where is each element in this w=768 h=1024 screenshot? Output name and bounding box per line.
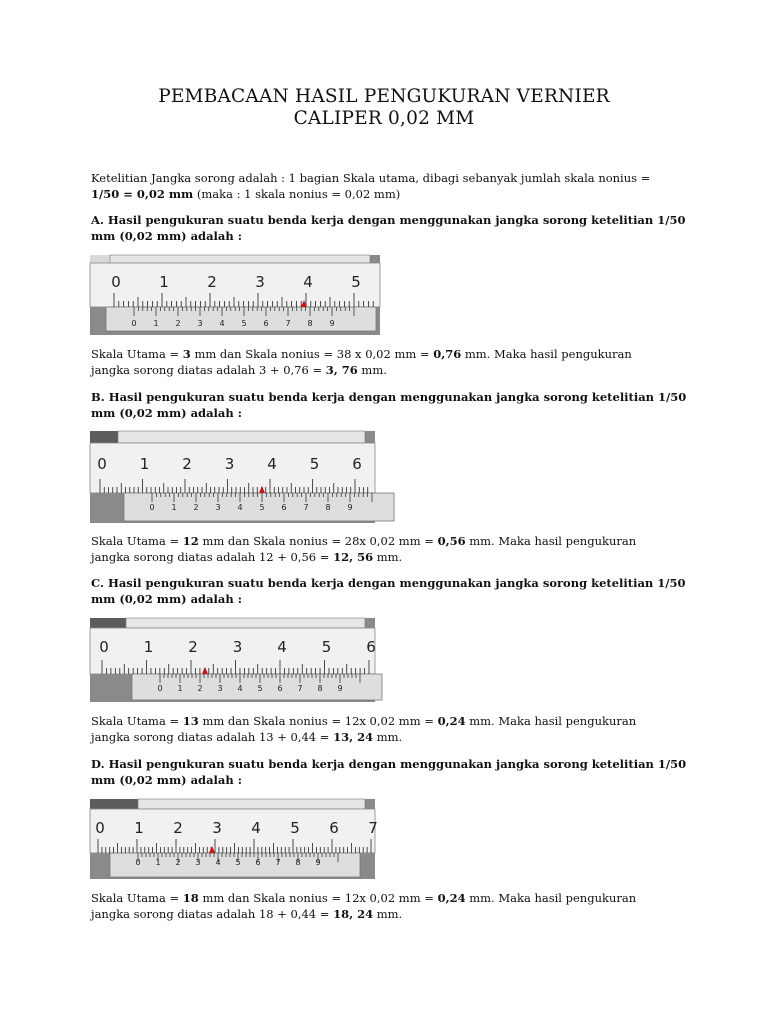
vernier-scale-label: 8 [295,858,301,867]
main-scale-label: 4 [277,638,287,656]
page-title [0,86,768,130]
main-scale-label: 1 [139,455,150,473]
result-c-total: 13, 24 [333,729,374,744]
vernier-scale-label: 0 [149,503,155,512]
vernier-caliper-b [90,431,375,523]
result-b-line2-prefix: jangka sorong diatas adalah 12 + 0,56 = [91,549,334,564]
main-scale-label: 1 [134,819,144,837]
caliper-image-c [90,618,375,702]
main-scale-label: 6 [366,638,376,656]
result-a [91,347,691,378]
main-scale-label: 4 [267,455,277,473]
vernier-scale-label: 9 [315,858,321,867]
main-scale-label: 3 [255,273,265,291]
result-b-main: 12 [182,534,199,548]
question-c: C. Hasil pengukuran suatu benda kerja dengan menggunakan jangka sorong ketelitian 1/50 mm (0,02 mm) adalah : [91,576,686,606]
vernier-scale-label: 2 [197,684,203,693]
result-d [91,891,691,922]
vernier-scale-label: 6 [255,858,261,867]
main-scale-label: 3 [212,819,222,837]
intro-paragraph [91,171,691,202]
result-c [91,714,691,745]
question-d: D. Hasil pengukuran suatu benda kerja dengan menggunakan jangka sorong ketelitian 1/50 mm (0,02 mm) adalah : [91,757,687,787]
result-d-line2-prefix: jangka sorong diatas adalah 18 + 0,44 = [91,906,334,921]
main-scale-label: 0 [95,819,105,837]
vernier-scale-label: 9 [337,684,343,693]
intro-formula: 1/50 = 0,02 mm [91,186,194,201]
vernier-scale-label: 8 [325,503,331,512]
title-line-2: CALIPER 0,02 MM [293,108,475,129]
vernier-scale-label: 5 [235,858,241,867]
result-d-prefix: Skala Utama = [91,891,183,905]
main-scale-label: 5 [309,455,320,473]
vernier-scale-label: 5 [241,319,247,328]
vernier-scale-label: 1 [177,684,183,693]
result-b-line2-suffix: mm. [373,549,403,564]
caliper-top-edge [118,431,365,443]
main-scale-label: 2 [188,638,198,656]
result-d-vernier: 0,24 [437,891,466,905]
main-scale-label: 1 [143,638,154,656]
vernier-scale-label: 4 [215,858,221,867]
main-scale-label: 2 [173,819,183,837]
result-a-suffix: mm. Maka hasil pengukuran [461,347,632,361]
question-b: B. Hasil pengukuran suatu benda kerja dengan menggunakan jangka sorong ketelitian 1/50 mm (0,02 mm) adalah : [91,390,687,420]
main-scale-label: 6 [329,819,339,837]
vernier-scale-label: 8 [317,684,323,693]
caliper-image-d [90,799,378,879]
vernier-scale-label: 5 [259,503,265,512]
main-scale-label: 2 [207,273,217,291]
vernier-scale-label: 7 [275,858,281,867]
main-scale-label: 3 [224,455,235,473]
vernier-scale-label: 7 [303,503,309,512]
result-d-main: 18 [182,891,199,905]
caliper-top-edge [126,618,365,628]
main-scale-label: 5 [290,819,300,837]
vernier-scale-label: 2 [175,319,181,328]
result-a-line2-suffix: mm. [357,362,387,377]
main-scale-label: 4 [303,273,313,291]
vernier-scale-label: 3 [217,684,223,693]
main-scale-label: 0 [111,273,121,291]
vernier-scale-label: 6 [277,684,283,693]
caliper-image-b [90,431,375,523]
vernier-scale-label: 3 [195,858,201,867]
vernier-scale-label: 6 [281,503,287,512]
result-c-main: 13 [182,714,199,728]
result-c-prefix: Skala Utama = [91,714,183,728]
main-scale-label: 4 [251,819,261,837]
vernier-scale-label: 4 [219,319,225,328]
intro-text-1: Ketelitian Jangka sorong adalah : 1 bagian Skala utama, dibagi sebanyak jumlah skala nonius = [91,171,651,185]
intro-text-2: (maka : 1 skala nonius = 0,02 mm) [193,186,401,201]
result-b-prefix: Skala Utama = [91,534,183,548]
caliper-image-a [90,255,380,335]
vernier-scale-label: 3 [215,503,221,512]
main-scale-label: 7 [368,819,378,837]
result-a-line2-prefix: jangka sorong diatas adalah 3 + 0,76 = [91,362,326,377]
vernier-scale-label: 1 [171,503,177,512]
main-scale-label: 0 [99,638,109,656]
main-scale-label: 2 [182,455,192,473]
vernier-caliper-a [90,255,380,335]
vernier-scale-label: 7 [297,684,303,693]
vernier-scale-label: 0 [157,684,163,693]
main-scale-label: 5 [321,638,332,656]
vernier-scale-label: 9 [329,319,335,328]
vernier-scale-label: 1 [153,319,159,328]
result-a-mid: mm dan Skala nonius = 38 x 0,02 mm = [190,347,434,361]
vernier-scale-label: 1 [155,858,161,867]
result-d-total: 18, 24 [333,906,374,921]
vernier-scale-label: 2 [175,858,181,867]
result-b [91,534,691,565]
result-c-line2-suffix: mm. [373,729,403,744]
result-b-total: 12, 56 [333,549,374,564]
vernier-scale-label: 4 [237,503,243,512]
caliper-top-edge [138,799,365,809]
result-c-line2-prefix: jangka sorong diatas adalah 13 + 0,44 = [91,729,334,744]
result-a-main: 3 [182,347,191,361]
result-a-vernier: 0,76 [433,347,462,361]
result-d-line2-suffix: mm. [373,906,403,921]
vernier-scale-label: 0 [131,319,137,328]
result-c-suffix: mm. Maka hasil pengukuran [465,714,637,728]
vernier-scale-label: 9 [347,503,353,512]
result-b-mid: mm dan Skala nonius = 28x 0,02 mm = [198,534,438,548]
vernier-scale-label: 2 [193,503,199,512]
main-scale-label: 3 [232,638,243,656]
title-line-1: PEMBACAAN HASIL PENGUKURAN VERNIER [158,86,610,107]
result-a-total: 3, 76 [325,362,358,377]
result-b-suffix: mm. Maka hasil pengukuran [465,534,637,548]
result-c-mid: mm dan Skala nonius = 12x 0,02 mm = [198,714,438,728]
result-d-suffix: mm. Maka hasil pengukuran [465,891,637,905]
result-c-vernier: 0,24 [437,714,466,728]
main-scale-label: 1 [159,273,169,291]
vernier-scale-label: 5 [257,684,263,693]
vernier-scale-label: 3 [197,319,203,328]
vernier-scale-label: 8 [307,319,313,328]
vernier-scale-label: 0 [135,858,141,867]
vernier-scale-label: 4 [237,684,243,693]
vernier-caliper-c [90,618,375,702]
result-d-mid: mm dan Skala nonius = 12x 0,02 mm = [198,891,438,905]
vernier-scale-label: 6 [263,319,269,328]
vernier-caliper-d [90,799,378,879]
caliper-top-edge [110,255,370,263]
main-scale-beam [90,263,380,307]
question-a: A. Hasil pengukuran suatu benda kerja dengan menggunakan jangka sorong ketelitian 1/50 mm (0,02 mm) adalah : [91,213,686,243]
result-a-prefix: Skala Utama = [91,347,183,361]
vernier-scale-label: 7 [285,319,291,328]
result-b-vernier: 0,56 [437,534,466,548]
main-scale-label: 5 [351,273,361,291]
main-scale-label: 0 [97,455,107,473]
main-scale-label: 6 [352,455,362,473]
